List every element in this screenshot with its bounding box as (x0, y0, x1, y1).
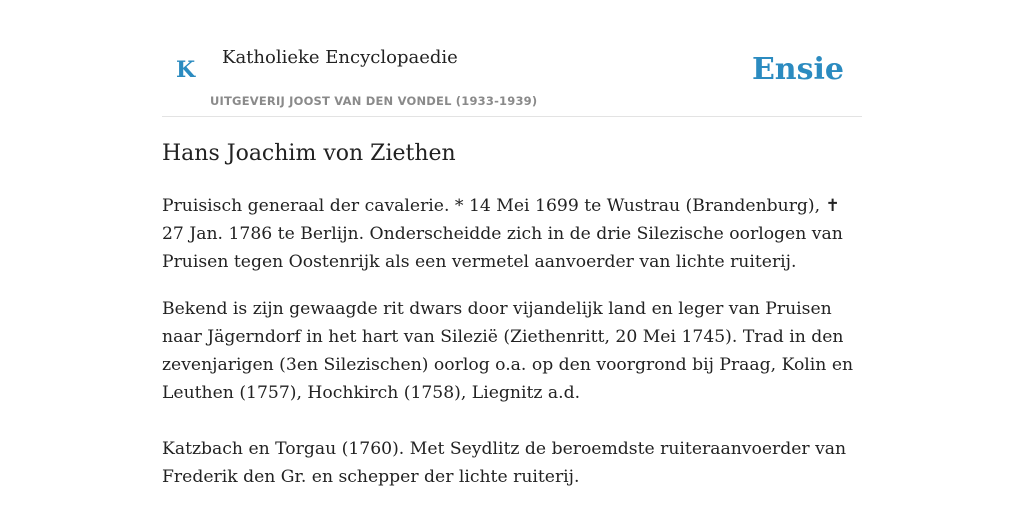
site-name-link[interactable]: Katholieke Encyclopaedie (222, 47, 458, 68)
article-paragraph-3: Katzbach en Torgau (1760). Met Seydlitz de beroemdste ruiteraanvoerder van Frederik den Gr. en schepper der lichte ruiterij. (162, 439, 847, 487)
article-title: Hans Joachim von Ziethen (162, 141, 456, 166)
ensie-brand-link[interactable]: Ensie (751, 52, 844, 87)
article (162, 138, 862, 491)
article-paragraph-2: Bekend is zijn gewaagde rit dwars door vijandelijk land en leger van Pruisen naar Jägerndorf in het hart van Silezië (Ziethenritt, 20 Mei 1745). Trad in den zevenjarigen (3en Silezischen) oorlog o.a. op den voorgrond bij Praag, Kolin en Leuthen (1757), Hochkirch (1758), Liegnitz a.d. (162, 299, 854, 403)
site-logo-icon[interactable]: K (176, 57, 196, 83)
article-paragraph-1: Pruisisch generaal der cavalerie. * 14 Mei 1699 te Wustrau (Brandenburg), ✝ 27 Jan. 1786 te Berlijn. Onderscheidde zich in de drie Silezische oorlogen van Pruisen tegen Oostenrijk als een vermetel aanvoerder van lichte ruiterij. (162, 196, 843, 272)
site-header (162, 0, 862, 117)
publisher-label: UITGEVERIJ JOOST VAN DEN VONDEL (1933-1939) (210, 94, 538, 108)
